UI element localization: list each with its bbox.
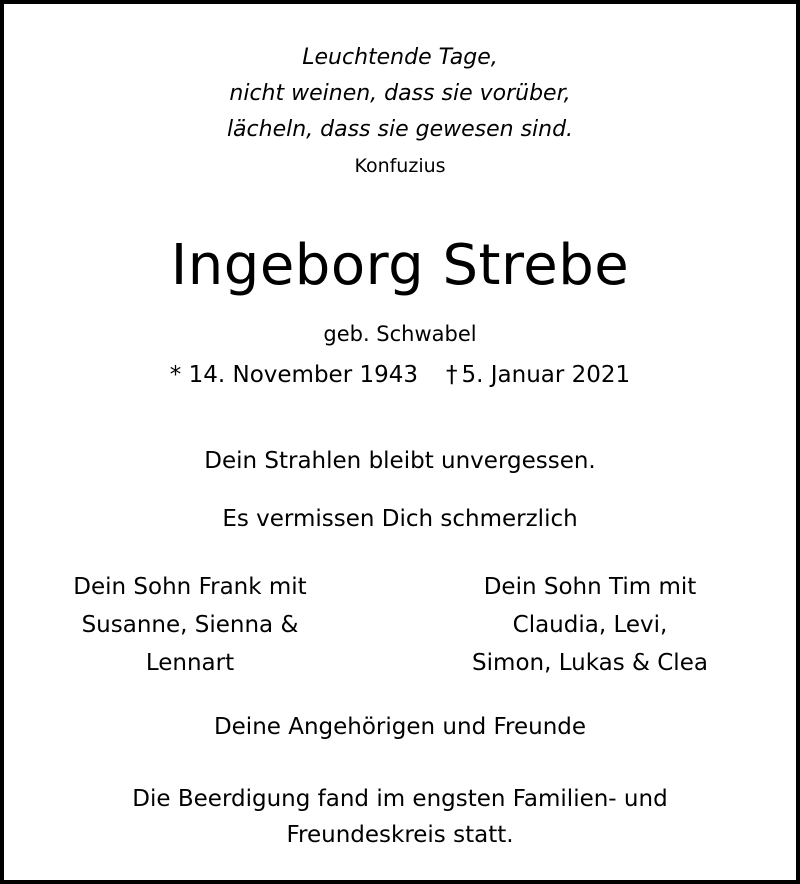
funeral-note-line-1: Die Beerdigung fand im engsten Familien- und: [132, 786, 668, 812]
quote-line-3: lächeln, dass sie gewesen sind.: [226, 117, 574, 142]
family-left-line-3: Lennart: [145, 650, 235, 676]
quote-author: Konfuzius: [354, 155, 446, 177]
relatives-line: Deine Angehörigen und Freunde: [213, 714, 587, 740]
birth-date: 14. November 1943: [188, 362, 418, 388]
cross-icon: †: [446, 362, 458, 388]
death-date: 5. Januar 2021: [461, 362, 631, 388]
quote-line-1: Leuchtende Tage,: [302, 45, 498, 70]
funeral-note-line-2: Freundeskreis statt.: [286, 822, 514, 848]
family-right: [410, 568, 770, 682]
family-left-line-1: Dein Sohn Frank mit: [73, 574, 307, 600]
birth-symbol: *: [169, 362, 182, 388]
family-right-line-3: Simon, Lukas & Clea: [472, 650, 708, 676]
family-right-line-2: Claudia, Levi,: [512, 612, 668, 638]
family-left: [10, 568, 370, 682]
quote-line-2: nicht weinen, dass sie vorüber,: [229, 81, 571, 106]
deceased-name: Ingeborg Strebe: [170, 233, 630, 298]
life-dates: [4, 360, 796, 390]
family-right-line-1: Dein Sohn Tim mit: [483, 574, 697, 600]
memorial-message: Dein Strahlen bleibt unvergessen.: [204, 448, 596, 474]
born-name: geb. Schwabel: [323, 322, 477, 346]
mourners-intro: Es vermissen Dich schmerzlich: [222, 506, 578, 532]
family-left-line-2: Susanne, Sienna &: [81, 612, 299, 638]
